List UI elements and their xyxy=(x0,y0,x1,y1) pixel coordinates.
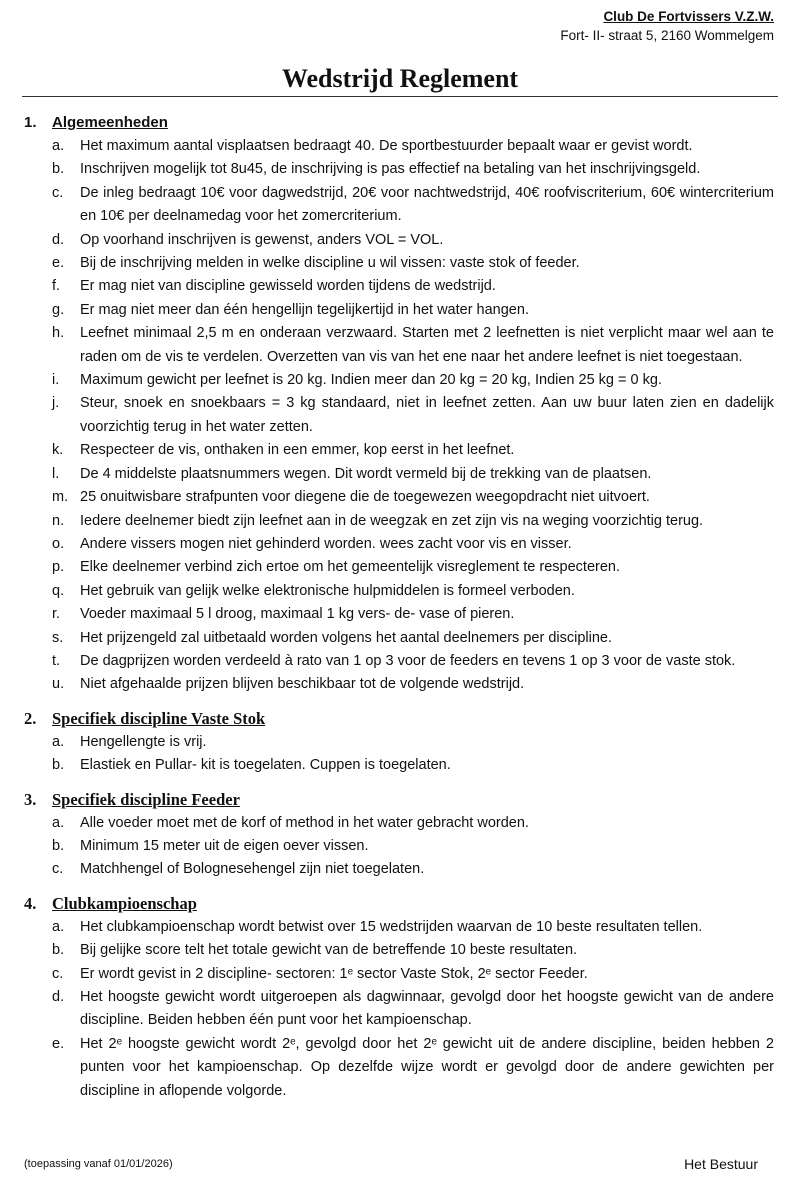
rule-item xyxy=(24,486,774,509)
rule-text: Inschrijven mogelijk tot 8u45, de inschrijving is pas effectief na betaling van het inschrijvingsgeld. xyxy=(80,161,701,178)
rule-text: 25 onuitwisbare strafpunten voor diegene die de toegewezen weegopdracht niet uitvoert. xyxy=(80,489,650,506)
rule-text: Het prijzengeld zal uitbetaald worden volgens het aantal deelnemers per discipline. xyxy=(80,629,612,646)
organization-header xyxy=(560,7,774,45)
rule-letter: b. xyxy=(52,757,65,774)
signature: Het Bestuur xyxy=(684,1156,758,1172)
rule-item xyxy=(24,510,774,533)
rule-letter: c. xyxy=(52,965,64,982)
section-number: 4. xyxy=(24,893,37,913)
rule-letter: a. xyxy=(52,814,65,831)
rule-letter: q. xyxy=(52,582,65,599)
rule-text: Iedere deelnemer biedt zijn leefnet aan in de weegzak en zet zijn vis na weging voorzichtig terug. xyxy=(80,512,704,529)
rule-letter: k. xyxy=(52,442,64,459)
rule-text: De dagprijzen worden verdeeld à rato van 1 op 3 voor de feeders en tevens 1 op 3 voor de vaste stok. xyxy=(80,652,736,669)
rule-text: Het 2ᵉ hoogste gewicht wordt 2ᵉ, gevolgd door het 2ᵉ gewicht uit de andere discipline, beiden hebben 2 punten voor het kampioenschap. Op dezelfde wijze wordt er gevolgd door de andere gewichten per discipline in aflopende volgorde. xyxy=(80,1035,774,1099)
rule-letter: l. xyxy=(52,465,60,482)
rule-item xyxy=(24,275,774,298)
rule-item xyxy=(24,229,774,252)
rule-text: Respecteer de vis, onthaken in een emmer, kop eerst in het leefnet. xyxy=(80,442,515,459)
rule-letter: m. xyxy=(52,489,69,506)
rule-item xyxy=(24,916,774,939)
rule-text: Op voorhand inschrijven is gewenst, anders VOL = VOL. xyxy=(80,231,444,248)
rule-item xyxy=(24,673,774,696)
rule-text: Het hoogste gewicht wordt uitgeroepen als dagwinnaar, gevolgd door het hoogste gewicht van de andere discipline. Beiden hebben één punt voor het kampioenschap. xyxy=(80,989,774,1029)
rule-text: Steur, snoek en snoekbaars = 3 kg standaard, niet in leefnet zetten. Aan uw buur laten zien en dadelijk voorzichtig terug in het water zetten. xyxy=(80,395,774,435)
section-2 xyxy=(24,707,774,778)
rule-text: Voeder maximaal 5 l droog, maximaal 1 kg vers- de- vase of pieren. xyxy=(80,606,515,623)
rule-letter: c. xyxy=(52,184,64,201)
rule-letter: p. xyxy=(52,559,65,576)
rule-item xyxy=(24,835,774,858)
rule-item xyxy=(24,135,774,158)
rule-text: De inleg bedraagt 10€ voor dagwedstrijd, 20€ voor nachtwedstrijd, 40€ roofviscriterium, 60€ wintercriterium en 10€ per deelnamedag voor het zomercriterium. xyxy=(80,184,774,225)
rule-list xyxy=(24,812,774,882)
regulation-content xyxy=(24,111,774,1113)
rule-text: Bij de inschrijving melden in welke discipline u wil vissen: vaste stok of feeder. xyxy=(80,255,580,272)
rule-item xyxy=(24,252,774,275)
rule-letter: c. xyxy=(52,861,64,878)
rule-item xyxy=(24,580,774,603)
rule-item xyxy=(24,392,774,439)
rule-item xyxy=(24,463,774,486)
rule-item xyxy=(24,369,774,392)
rule-text: De 4 middelste plaatsnummers wegen. Dit wordt vermeld bij de trekking van de plaatsen. xyxy=(80,465,652,482)
section-heading xyxy=(24,111,774,135)
rule-item xyxy=(24,939,774,962)
rule-text: Het maximum aantal visplaatsen bedraagt 40. De sportbestuurder bepaalt waar er gevist wordt. xyxy=(80,138,693,154)
section-heading xyxy=(24,788,774,812)
rule-item xyxy=(24,1033,774,1103)
rule-text: Er mag niet van discipline gewisseld worden tijdens de wedstrijd. xyxy=(80,278,496,295)
rule-list xyxy=(24,916,774,1103)
section-number: 1. xyxy=(24,114,37,131)
rule-letter: n. xyxy=(52,512,65,529)
rule-text: Niet afgehaalde prijzen blijven beschikbaar tot de volgende wedstrijd. xyxy=(80,676,525,693)
rule-item xyxy=(24,963,774,986)
section-4 xyxy=(24,892,774,1103)
rule-letter: a. xyxy=(52,733,65,750)
rule-item xyxy=(24,556,774,579)
rule-letter: b. xyxy=(52,837,65,854)
rule-letter: i. xyxy=(52,372,60,389)
rule-item xyxy=(24,731,774,754)
rule-text: Leefnet minimaal 2,5 m en onderaan verzwaard. Starten met 2 leefnetten is niet verplicht maar wel aan te raden om de vis te verdelen. Overzetten van vis van het ene naar het andere leefnet is niet toegestaan. xyxy=(80,325,774,365)
rule-text: Maximum gewicht per leefnet is 20 kg. Indien meer dan 20 kg = 20 kg, Indien 25 kg = 0 kg. xyxy=(80,372,662,389)
rule-text: Het gebruik van gelijk welke elektronische hulpmiddelen is formeel verboden. xyxy=(80,582,575,599)
rule-letter: d. xyxy=(52,989,65,1005)
rule-list xyxy=(24,135,774,697)
section-title: Algemeenheden xyxy=(52,114,168,131)
organization-address: Fort- II- straat 5, 2160 Wommelgem xyxy=(560,28,774,43)
section-1 xyxy=(24,111,774,697)
rule-text: Matchhengel of Bolognesehengel zijn niet toegelaten. xyxy=(80,861,425,878)
rule-text: Het clubkampioenschap wordt betwist over 15 wedstrijden waarvan de 10 beste resultaten tellen. xyxy=(80,918,703,935)
effective-date-note: (toepassing vanaf 01/01/2026) xyxy=(24,1158,173,1170)
rule-item xyxy=(24,858,774,881)
rule-item xyxy=(24,299,774,322)
rule-item xyxy=(24,754,774,777)
rule-list xyxy=(24,731,774,778)
rule-letter: a. xyxy=(52,918,65,935)
rule-letter: b. xyxy=(52,942,65,959)
section-number: 3. xyxy=(24,789,37,809)
rule-text: Elke deelnemer verbind zich ertoe om het gemeentelijk visreglement te respecteren. xyxy=(80,559,620,576)
section-heading xyxy=(24,892,774,916)
rule-text: Hengellengte is vrij. xyxy=(80,733,207,750)
rule-item xyxy=(24,603,774,626)
rule-letter: e. xyxy=(52,255,65,272)
section-title: Clubkampioenschap xyxy=(52,893,197,913)
rule-text: Er mag niet meer dan één hengellijn tegelijkertijd in het water hangen. xyxy=(80,301,529,318)
rule-letter: u. xyxy=(52,676,65,693)
rule-item xyxy=(24,812,774,835)
rule-letter: e. xyxy=(52,1035,65,1052)
rule-text: Alle voeder moet met de korf of method in het water gebracht worden. xyxy=(80,814,529,831)
organization-name: Club De Fortvissers V.Z.W. xyxy=(603,9,774,24)
rule-item xyxy=(24,650,774,673)
rule-item xyxy=(24,439,774,462)
rule-text: Er wordt gevist in 2 discipline- sectoren: 1ᵉ sector Vaste Stok, 2ᵉ sector Feeder. xyxy=(80,965,588,982)
rule-letter: t. xyxy=(52,652,61,669)
rule-letter: d. xyxy=(52,231,65,248)
rule-letter: b. xyxy=(52,161,65,178)
rule-letter: j. xyxy=(52,395,60,412)
rule-text: Minimum 15 meter uit de eigen oever vissen. xyxy=(80,837,369,854)
rule-item xyxy=(24,986,774,1033)
section-3 xyxy=(24,788,774,882)
rule-letter: g. xyxy=(52,301,65,318)
rule-letter: s. xyxy=(52,629,64,646)
rule-item xyxy=(24,158,774,181)
rule-letter: r. xyxy=(52,606,61,623)
section-heading xyxy=(24,707,774,731)
rule-text: Elastiek en Pullar- kit is toegelaten. Cuppen is toegelaten. xyxy=(80,757,451,774)
rule-letter: f. xyxy=(52,278,61,295)
rule-letter: o. xyxy=(52,535,65,552)
rule-letter: h. xyxy=(52,325,65,342)
rule-item xyxy=(24,182,774,229)
page-title: Wedstrijd Reglement xyxy=(22,62,778,97)
section-number: 2. xyxy=(24,708,37,728)
section-title: Specifiek discipline Vaste Stok xyxy=(52,708,266,728)
rule-item xyxy=(24,533,774,556)
section-title: Specifiek discipline Feeder xyxy=(52,789,240,809)
rule-text: Andere vissers mogen niet gehinderd worden. wees zacht voor vis en visser. xyxy=(80,535,572,552)
rule-text: Bij gelijke score telt het totale gewicht van de betreffende 10 beste resultaten. xyxy=(80,942,578,959)
rule-letter: a. xyxy=(52,138,65,154)
rule-item xyxy=(24,322,774,369)
rule-item xyxy=(24,627,774,650)
